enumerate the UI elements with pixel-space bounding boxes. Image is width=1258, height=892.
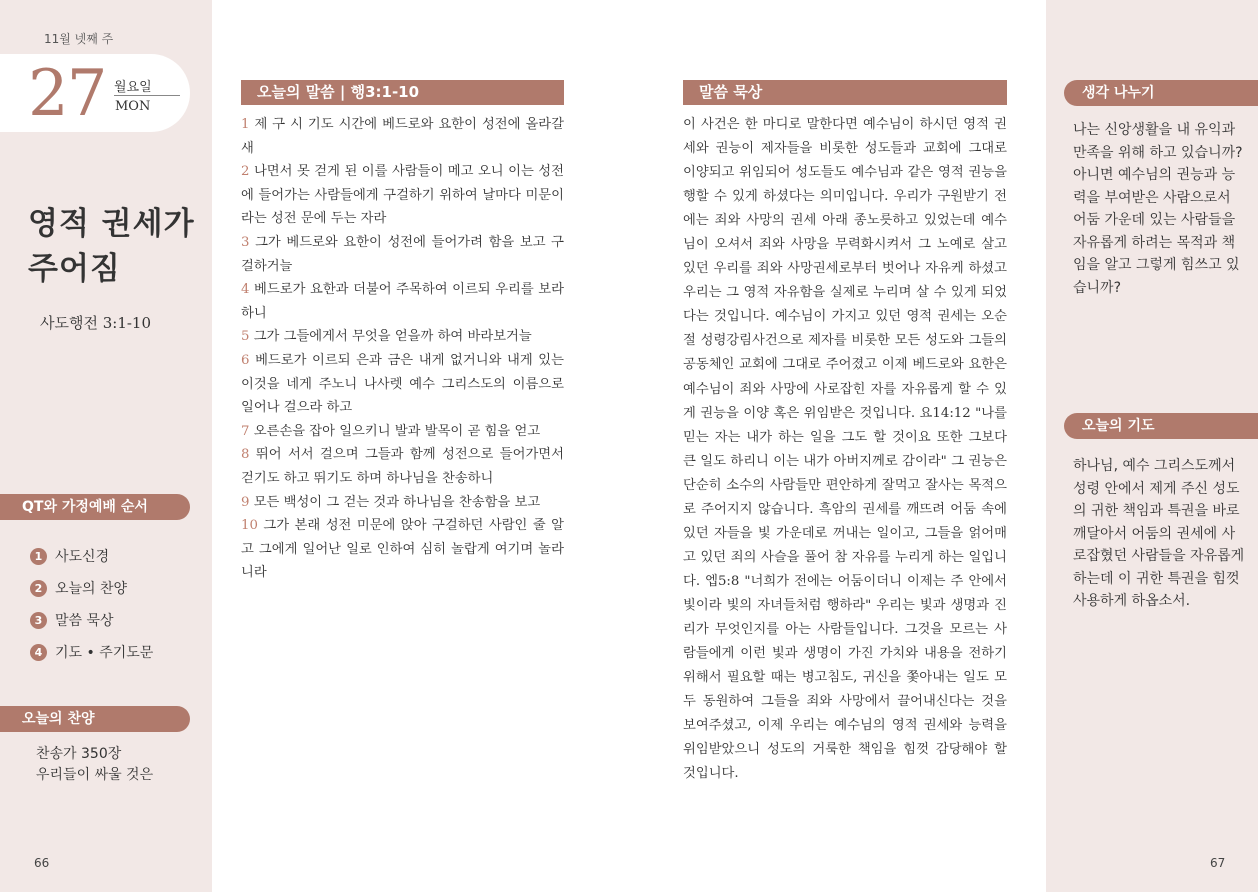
title-line-2: 주어짐 [28, 251, 121, 287]
verse [241, 325, 564, 349]
verse-number: 1 [241, 117, 250, 132]
day-number: 27 [28, 57, 106, 131]
scripture-reference: 사도행전 3:1-10 [40, 314, 152, 332]
left-sidebar [0, 0, 212, 892]
verse [241, 278, 564, 325]
verse-text: 모든 백성이 그 걷는 것과 하나님을 찬송함을 보고 [249, 494, 541, 510]
number-3-icon: 3 [30, 612, 47, 629]
verse [241, 491, 564, 515]
verse [241, 349, 564, 420]
verse [241, 231, 564, 278]
verse-text: 뛰어 서서 걸으며 그들과 함께 성전으로 들어가면서 걷기도 하고 뛰기도 하며 하나님을 찬송하니 [241, 447, 564, 486]
hymn-number: 찬송가 350장 [36, 746, 122, 762]
verse-text: 그가 베드로와 요한이 성전에 들어가려 함을 보고 구걸하거늘 [241, 234, 564, 274]
order-item-label: 사도신경 [55, 549, 110, 565]
day-name: 월요일 [114, 80, 152, 95]
page-number-left: 66 [34, 856, 50, 870]
verse-number: 6 [241, 352, 250, 368]
hymn-heading: 오늘의 찬양 [0, 706, 190, 732]
number-2-icon: 2 [30, 580, 47, 597]
verse-number: 5 [241, 329, 250, 345]
meditation-heading: 말씀 묵상 [683, 80, 1007, 105]
verse [241, 420, 564, 444]
order-list [30, 540, 153, 668]
scripture-heading: 오늘의 말씀 | 행3:1-10 [241, 80, 564, 105]
verse-number: 9 [241, 494, 250, 510]
order-item [30, 540, 153, 572]
meditation-text: 이 사건은 한 마디로 말한다면 예수님이 하시던 영적 권세와 권능이 제자들을 비롯한 성도들과 교회에 그대로 이양되고 위임되어 성도들도 예수님과 같은 영적 권능을 행할 수 있게 하셨다는 의미입니다. 우리가 구원받기 전에는 죄와 사망의 권세 아래 종노릇하고 있었는데 예수님이 오셔서 죄와 사망을 무력화시켜서 그 노예로 살고 있던 우리를 죄와 사망권세로부터 벗어나 자유케 하셨고 우리는 그 영적 자유함을 실제로 누리며 살 수 있게 되었다는 것입니다. 예수님이 가지고 있던 영적 권세는 오순절 성령강림사건으로 제자를 비롯한 모든 성도와 그들의 공동체인 교회에 그대로 주어졌고 이제 베드로와 요한은 예수님이 죄와 사망에 사로잡힌 자를 자유롭게 할 수 있게 권능을 이양 혹은 위임받은 것입니다. 요14:12 "나를 믿는 자는 내가 하는 일을 그도 할 것이요 또한 그보다 큰 일도 하리니 이는 내가 아버지께로 감이라" 그 권능은 단순히 소수의 사람들만 편안하게 잘먹고 잘사는 목적으로 주어지지 않습니다. 흑암의 권세를 깨뜨려 어둠 속에 있던 자들을 빛 가운데로 꺼내는 일이고, 그들을 얽어매고 있던 죄의 사슬을 풀어 참 자유를 누리게 하는 일입니다. 엡5:8 "너희가 전에는 어둠이더니 이제는 주 안에서 빛이라 빛의 자녀들처럼 행하라" 우리는 빛과 생명과 진리가 무엇인지를 아는 사람들입니다. 그것을 모르는 사람들에게 이런 빛과 생명이 가진 가치와 내용을 전하기 위해서 필요할 때는 병고침도, 귀신을 쫓아내는 일도 모두 동원하여 그들을 죄와 사망에서 끌어내신다는 것을 보여주셨고, 이제 우리는 예수님의 영적 권세와 능력을 위임받았으니 성도의 거룩한 책임을 힘껏 감당해야 할 것입니다. [683, 117, 1007, 782]
verse-number: 3 [241, 234, 250, 250]
order-item [30, 636, 153, 668]
scripture-text [241, 113, 564, 585]
verse [241, 160, 564, 231]
order-item [30, 604, 153, 636]
verse [241, 113, 564, 160]
number-1-icon: 1 [30, 548, 47, 565]
verse-text: 제 구 시 기도 시간에 베드로와 요한이 성전에 올라갈새 [241, 117, 564, 156]
page-number-right: 67 [1210, 856, 1226, 870]
verse-text: 베드로가 요한과 더불어 주목하여 이르되 우리를 보라 하니 [241, 282, 564, 321]
order-item-label: 오늘의 찬양 [55, 581, 128, 597]
page-title [28, 202, 208, 292]
verse-number: 2 [241, 164, 250, 180]
prayer-text: 하나님, 예수 그리스도께서 성령 안에서 제게 주신 성도의 귀한 책임과 특권을 바로 깨달아서 어둠의 권세에 사로잡혔던 사람들을 자유롭게 하는데 이 귀한 특권을 힘껏 사용하게 하옵소서. [1073, 458, 1245, 609]
hymn-info [36, 744, 153, 786]
share-text: 나는 신앙생활을 내 유익과 만족을 위해 하고 있습니까? 아니면 예수님의 권능과 능력을 부여받은 사람으로서 어둠 가운데 있는 사람들을 자유롭게 하려는 목적과 책임을 알고 그렇게 힘쓰고 있습니까? [1073, 122, 1243, 296]
week-label: 11월 넷째 주 [44, 32, 114, 46]
verse [241, 514, 564, 585]
verse-number: 8 [241, 447, 250, 463]
verse-text: 그가 본래 성전 미문에 앉아 구걸하던 사람인 줄 알고 그에게 일어난 일로 인하여 심히 놀랍게 여기며 놀라니라 [241, 518, 564, 581]
date-divider [114, 95, 180, 96]
order-item-label: 말씀 묵상 [55, 613, 114, 629]
number-4-icon: 4 [30, 644, 47, 661]
title-line-1: 영적 권세가 [28, 206, 195, 242]
day-english: MON [115, 99, 151, 114]
verse-text: 그가 그들에게서 무엇을 얻을까 하여 바라보거늘 [249, 329, 532, 345]
verse [241, 443, 564, 490]
verse-number: 4 [241, 282, 250, 298]
verse-text: 나면서 못 걷게 된 이를 사람들이 메고 오니 이는 성전에 들어가는 사람들에게 구걸하기 위하여 날마다 미문이라는 성전 문에 두는 자라 [241, 164, 564, 227]
verse-text: 오른손을 잡아 일으키니 발과 발목이 곧 힘을 얻고 [249, 423, 541, 439]
verse-number: 7 [241, 423, 250, 439]
order-item-label: 기도 • 주기도문 [55, 645, 154, 661]
prayer-heading: 오늘의 기도 [1064, 413, 1258, 439]
order-heading: QT와 가정예배 순서 [0, 494, 190, 520]
verse-number: 10 [241, 518, 258, 534]
verse-text: 베드로가 이르되 은과 금은 내게 없거니와 내게 있는 이것을 네게 주노니 나사렛 예수 그리스도의 이름으로 일어나 걸으라 하고 [241, 352, 564, 416]
order-item [30, 572, 153, 604]
hymn-title: 우리들이 싸울 것은 [36, 767, 154, 783]
share-heading: 생각 나누기 [1064, 80, 1258, 106]
